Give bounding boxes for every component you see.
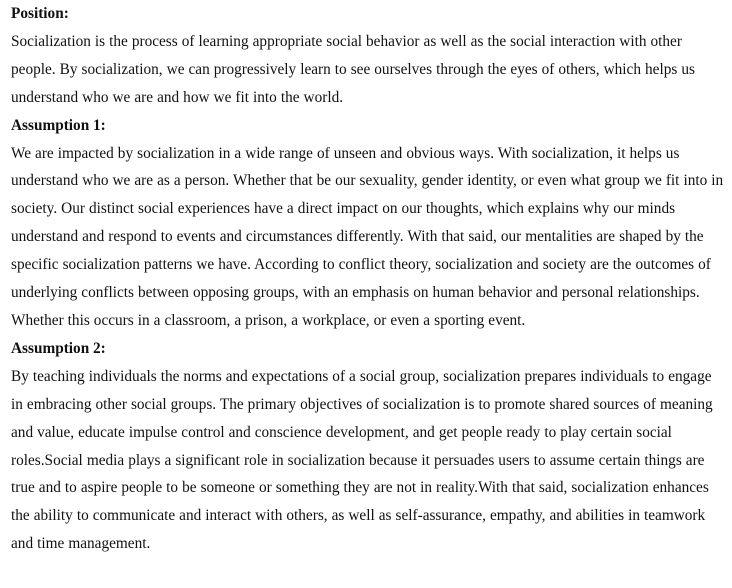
section-paragraph: We are impacted by socialization in a wide range of unseen and obvious ways. With socialization, it helps us understand who we are as a person. Whether that be our sexuality, gender identity, or even what group we fit into in society. Our distinct social experiences have a direct impact on our thoughts, which explains why our minds understand and respond to events and circumstances differently. With that said, our mentalities are shaped by the specific socialization patterns we have. According to conflict theory, socialization and society are the outcomes of underlying conflicts between opposing groups, with an emphasis on human behavior and personal relationships. Whether this occurs in a classroom, a prison, a workplace, or even a sporting event.: [11, 144, 724, 329]
section-heading: Assumption 1:: [11, 116, 106, 134]
section-assumption-1: [11, 112, 727, 335]
document-body: [11, 0, 727, 558]
section-assumption-2: [11, 335, 727, 558]
section-position: [11, 0, 727, 112]
section-paragraph: By teaching individuals the norms and expectations of a social group, socialization prepares individuals to engage in embracing other social groups. The primary objectives of socialization is to promote shared sources of meaning and value, educate impulse control and conscience development, and get people ready to play certain social roles.Social media plays a significant role in socialization because it persuades users to assume certain things are true and to aspire people to be someone or something they are not in reality.With that said, socialization enhances the ability to communicate and interact with others, as well as self-assurance, empathy, and abilities in teamwork and time management.: [11, 367, 713, 553]
section-paragraph: Socialization is the process of learning appropriate social behavior as well as the social interaction with other people. By socialization, we can progressively learn to see ourselves through the eyes of others, which helps us understand who we are and how we fit into the world.: [11, 32, 695, 106]
section-heading: Position:: [11, 5, 69, 22]
section-heading: Assumption 2:: [11, 339, 106, 357]
